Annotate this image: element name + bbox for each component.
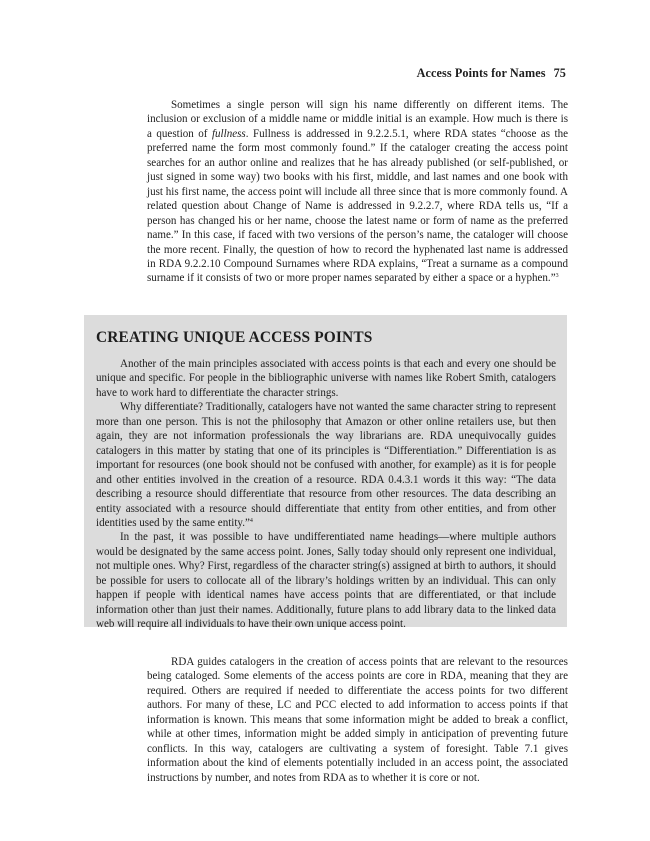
intro-emphasis: fullness — [211, 127, 246, 140]
footnote-ref-3: 3 — [555, 273, 559, 280]
running-head — [417, 66, 566, 81]
intro-paragraph — [147, 98, 568, 286]
intro-section — [147, 98, 568, 286]
intro-text-b: . Fullness is addressed in 9.2.2.5.1, where RDA states “choose as the preferred name the form most commonly found.” If the cataloger creating the access point searches for an author online and realizes that he has already published (or self-published, or just signed in some way) two books with his first, middle, and last names and one book with just his first name, the access point will include all three since that is more commonly found. A related question about Change of Name is addressed in 9.2.2.7, where RDA tells us, “If a person has changed his or her name, choose the latest name or form of name as the preferred name.” In this case, if faced with two versions of the person’s name, the cataloger will choose the more recent. Finally, the question of how to record the hyphenated last name is addressed in RDA 9.2.2.10 Compound Surnames where RDA explains, “Treat a surname as a compound surname if it consists of two or more proper names separated by either a space or a hyphen.” — [147, 127, 569, 285]
closing-paragraph: RDA guides catalogers in the creation of access points that are relevant to the resources being cataloged. Some elements of the access points are core in RDA, meaning that they are required. Others are required if needed to differentiate the access points for two different authors. For many of these, LC and PCC elected to add information to access points if that information is known. This means that some information might be added to break a conflict, while at other times, information might be added simply in anticipation of preventing future conflicts. In this way, catalogers are cultivating a system of foresight. Table 7.1 gives information about the kind of elements potentially included in an access point, the associated instructions by number, and notes from RDA as to whether it is core or not. — [147, 656, 568, 784]
sidebar-paragraph-2-text: Why differentiate? Traditionally, catalogers have not wanted the same character string to represent more than one person. This is not the philosophy that Amazon or other online retailers use, but then again, they are not information professionals the way librarians are. RDA unequivocally guides catalogers in this matter by stating that one of its principles is “Differentiation.” Differentiation is as important for resources (one book should not be confused with another, for example) as it is for people and other entities involved in the creation of a resource. RDA 0.4.3.1 words it this way: “The data describing a resource should differentiate that resource from other resources. The data describing an entity associated with a resource should differentiate that entity from other entities, and from other identities used by the same entity.” — [96, 401, 556, 529]
sidebar-paragraph-2 — [96, 400, 556, 530]
sidebar-paragraph-3: In the past, it was possible to have undifferentiated name headings—where multiple authors would be designated by the same access point. Jones, Sally today should only represent one individual, not multiple ones. Why? First, regardless of the character string(s) assigned at birth to authors, it should be possible for users to collocate all of the library’s holdings written by an individual. This can only happen if people with identical names have access points that are differentiated, or that include information other than just their names. Additionally, future plans to add library data to the linked data web will require all individuals to have their own unique access point. — [96, 531, 556, 631]
sidebar-heading: CREATING UNIQUE ACCESS POINTS — [96, 329, 373, 346]
sidebar-box — [84, 315, 567, 631]
sidebar-paragraph-1: Another of the main principles associated with access points is that each and every one should be unique and specific. For people in the bibliographic universe with names like Robert Smith, catalogers have to work hard to differentiate the character strings. — [96, 358, 556, 399]
intro-text-a: Sometimes a single person will sign his name differently on different items. The inclusion or exclusion of a middle name or middle initial is an example. How much is there is a question of — [147, 99, 568, 140]
page-number: 75 — [553, 66, 566, 80]
running-head-title: Access Points for Names — [416, 66, 546, 80]
closing-section — [147, 655, 568, 785]
sidebar-body — [96, 357, 556, 632]
footnote-ref-4: 4 — [249, 517, 253, 524]
